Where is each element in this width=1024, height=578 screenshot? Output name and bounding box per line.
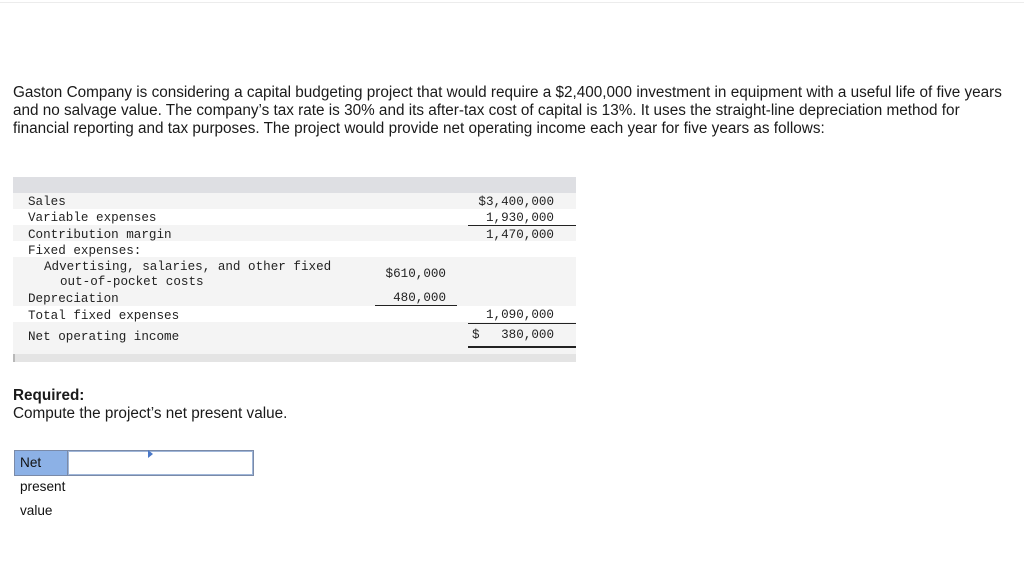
sales-value: $3,400,000 bbox=[478, 195, 554, 209]
advertising-label: Advertising, salaries, and other fixed bbox=[44, 260, 332, 274]
income-statement-table bbox=[13, 177, 576, 362]
table-footer-band bbox=[13, 354, 576, 362]
input-marker-icon bbox=[148, 450, 153, 458]
subtotal-rule bbox=[468, 323, 576, 324]
variable-expenses-label: Variable expenses bbox=[28, 211, 157, 225]
npv-input[interactable] bbox=[67, 451, 253, 475]
depreciation-label: Depreciation bbox=[28, 292, 119, 306]
required-label: Required: bbox=[13, 387, 85, 404]
total-fixed-expenses-label: Total fixed expenses bbox=[28, 309, 180, 323]
total-rule bbox=[468, 346, 576, 348]
advertising-value: $610,000 bbox=[385, 267, 446, 281]
fixed-expenses-label: Fixed expenses: bbox=[28, 244, 142, 258]
table-footer-edge bbox=[13, 354, 15, 362]
npv-answer-row bbox=[14, 450, 254, 518]
variable-expenses-value: 1,930,000 bbox=[485, 211, 554, 225]
table-header-band bbox=[13, 177, 576, 193]
required-section bbox=[13, 387, 287, 423]
depreciation-value: 480,000 bbox=[393, 291, 446, 305]
problem-intro: Gaston Company is considering a capital budgeting project that would require a $2,400,000 investment in equipment with a useful life of five years and no salvage value. The company’s tax rate is 30% and its after-tax cost of capital is 13%. It uses the straight-line depreciation method for financial reporting and tax purposes. The project would provide net operating income each year for five years as follows: bbox=[13, 84, 1002, 137]
npv-label: Net present value bbox=[15, 451, 67, 475]
advertising-label-continued: out-of-pocket costs bbox=[60, 275, 204, 289]
required-text: Compute the project’s net present value. bbox=[13, 405, 288, 422]
sales-label: Sales bbox=[28, 195, 66, 209]
subtotal-rule bbox=[375, 305, 457, 306]
total-fixed-expenses-value: 1,090,000 bbox=[485, 308, 554, 322]
contribution-margin-value: 1,470,000 bbox=[485, 228, 554, 242]
net-operating-income-label: Net operating income bbox=[28, 330, 180, 344]
net-operating-income-value: 380,000 bbox=[501, 328, 554, 342]
top-divider bbox=[0, 2, 1024, 3]
contribution-margin-label: Contribution margin bbox=[28, 228, 172, 242]
net-operating-income-currency: $ bbox=[472, 328, 480, 342]
subtotal-rule bbox=[468, 225, 576, 226]
